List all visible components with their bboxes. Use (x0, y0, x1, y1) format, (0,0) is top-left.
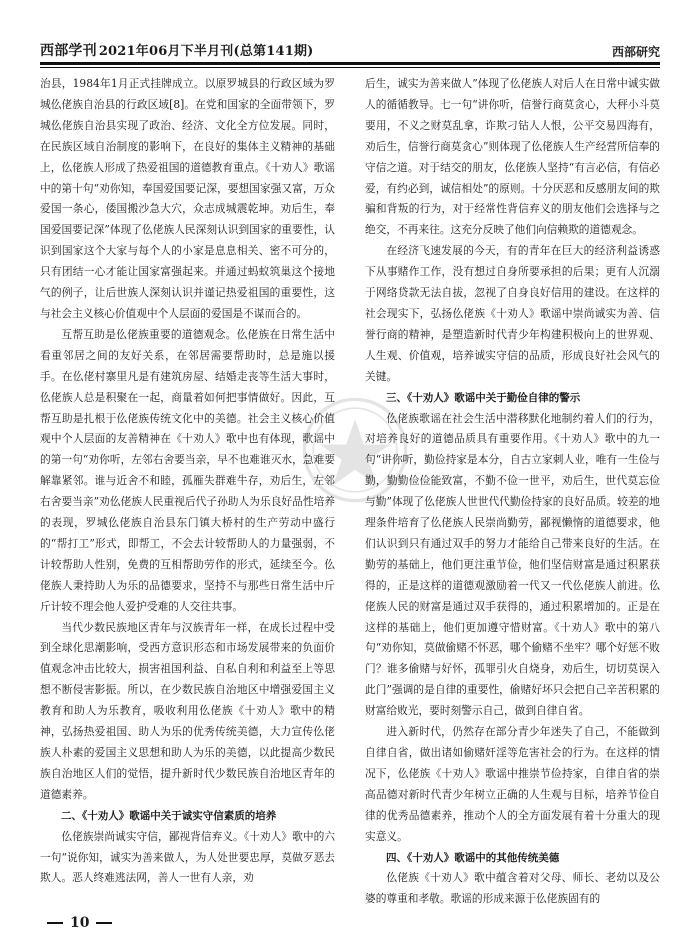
header-rule-thin (40, 67, 660, 68)
paragraph: 互帮互助是仫佬族重要的道德观念。仫佬族在日常生活中看重邻居之间的友好关系，在邻居需要帮助时，总是施以援手。在仫佬村寨里凡是有建筑房屋、结婚走丧等生活大事时，仫佬族人总是积聚在一起，商量着如何把事情做好。因此，互帮互助是扎根于仫佬族传统文化中的美德。社会主义核心价值观中个人层面的友善精神在《十劝人》歌中也有体现，歌谣中的第一句“劝你听，左邻右舍要当亲，早不也难谁灭水，急难要解靠紧邻。谁与近舍不和睦，孤雁失群难牛存，劝后生，左邻右舍要当亲”劝仫佬族人民重视后代子孙助人为乐良好品性培养的表现，罗城仫佬族自治县东门镇大桥村的生产劳动中盛行的“帮打工”形式，即帮工，不会去计较帮助人的力量强弱，不计较帮助人性别，免费的互相帮助劳作的形式，延续至今。仫佬族人秉持助人为乐的品德要求，坚持不与那些日常生活中斤斤计较不理会他人爱护受难的人交往共事。 (40, 327, 335, 613)
footer-dash-right (96, 922, 112, 924)
footer-dash-left (47, 922, 63, 924)
paragraph: 在经济飞速发展的今天，有的青年在巨大的经济利益诱惑下从事赌作工作，没有想过自身所要承担的后果；更有人沉溺于网络贷款无法自拔，忽视了自身良好信用的建设。在这样的社会现实下，弘扬仫佬族《十劝人》歌谣中崇尚诚实为善、信誉行商的精神，是塑造新时代青少年构建积极向上的世界观、人生观、价值观，培养诚实守信的品质，形成良好社会风气的关键。 (365, 244, 660, 383)
paragraph: 后生，诚实为善来做人”体现了仫佬族人对后人在日常中诚实做人的循循教导。七一句“讲你听，信誉行商莫贪心，大秤小斗莫要用，不义之财莫乱拿，诈欺刁钻人人恨，公平交易四海有，劝后生，信誉行商莫贪心”则体现了仫佬族人生产经营所信奉的守信之道。对于结交的朋友，仫佬族人坚持“有言必信，有信必爱，有约必到，诚信相处”的原则。十分厌恶和反感朋友间的欺骗和背叛的行为，对于经常性背信弃义的朋友他们会选择与之绝交，不再来往。这充分反映了他们向信赖欺的道德观念。 (365, 77, 660, 237)
paragraph: 仫佬族歌谣在社会生活中潜移默化地制约着人们的行为，对培养良好的道德品质具有重要作用。《十劝人》歌中的九一句“讲你听，勤俭持家是本分，自古立家刺人业，唯有一生俭与勤，勤勤俭俭能致富，不勤不俭一世平，劝后生，世代莫忘俭与勤”体现了仫佬族人世世代代勤俭持家的良好品质。较差的地理条件培育了仫佬族人民崇尚勤劳，鄙视懒惰的道德要求，他们认识到只有通过双手的努力才能给自己带来良好的生活。在勤劳的基础上，他们更注重节俭，他们坚信财富是通过积累获得的，正是这样的道德观激励着一代又一代仫佬族人前进。仫佬族人民的财富是通过双手获得的，通过积累增加的。正是在这样的基础上，他们更加遵守惜财富。《十劝人》歌中的第八句“劝你知，莫做偷赌不怀恶，哪个偷赌不坐牢？哪个好惩不败门？谁多偷赌与好怀，孤罪引火自烧身，劝后生，切切莫误入此门”强调的是自律的重要性，偷赌好坏只会把自己辛苦积累的财富给败光，要时刻警示自己，做到自律自省。 (365, 411, 660, 718)
section-heading: 四、《十劝人》歌谣中的其他传统美德 (386, 851, 560, 864)
journal-name: 西部学刊 (40, 43, 97, 59)
issue-info: 2021年06月下半月刊(总第141期) (98, 44, 314, 59)
header-rule-thick (40, 62, 660, 65)
paragraph: 进入新时代，仍然存在部分青少年迷失了自己，不能做到自律自省，做出诸如偷赌奸淫等危害社会的行为。在这样的情况下，仫佬族《十劝人》歌谣中推崇节俭持家，自律自省的崇高品德对新时代青少年树立正确的人生观与目标，培养节俭自律的优秀品德素养，推动个人的全方面发展有着十分重大的现实意义。 (365, 725, 660, 843)
paragraph: 治县，1984年1月正式挂牌成立。以原罗城县的行政区域为罗城仫佬族自治县的行政区域[8]。在党和国家的全面带领下，罗城仫佬族自治县实现了政治、经济、文化全方位发展。同时，在民族区域自治制度的影响下，在良好的集体主义精神的基础上，仫佬族人形成了热爱祖国的道德教育重点。《十劝人》歌谣中的第十句“劝你知，奉国爱国要记深，要想国家强又富，万众爱国一条心，倭国搬沙急大穴，众志成城震乾坤。劝后生，奉国爱国要记深”体现了仫佬族人民深刻认识到国家的重要性，认识到国家这个大家与每个人的小家是息息相关、密不可分的，只有团结一心才能让国家富强起来。并通过蚂蚁筑巢这个接地气的例子，让后世族人深刻认识并谨记热爱祖国的重要性，这与社会主义核心价值观中个人层面的爱国是不谋而合的。 (40, 77, 335, 320)
right-column (365, 74, 660, 910)
page-footer (40, 915, 119, 931)
section-heading: 二、《十劝人》歌谣中关于诚实守信素质的培养 (61, 809, 277, 822)
left-column (40, 74, 335, 889)
paragraph: 仫佬族《十劝人》歌中蕴含着对父母、师长、老幼以及公婆的尊重和孝敬。歌谣的形成来源于仫佬族固有的 (365, 871, 660, 906)
section-heading: 三、《十劝人》歌谣中关于勤俭自律的警示 (386, 391, 581, 404)
paragraph: 仫佬族崇尚诚实守信，鄙视背信弃义。《十劝人》歌中的六一句“说你知，诚实为善来做人，为人处世要忠厚，莫做歹恶去欺人。恶人终难逃法网，善人一世有人亲，劝 (40, 829, 335, 885)
page-number: 10 (70, 915, 90, 931)
journal-issue-line (40, 40, 314, 60)
running-header (40, 38, 660, 60)
paragraph: 当代少数民族地区青年与汉族青年一样，在成长过程中受到全球化思潮影响，受西方意识形态和市场发展带来的负面价值观念冲击比较大，损害祖国利益、自私自利和利益至上等思想不断侵害影振。所以，在少数民族自治地区中增强爱国主义教育和助人为乐教育，吸收利用仫佬族《十劝人》歌中的精神，弘扬热爱祖国、助人为乐的优秀传统美德，大力宣传仫佬族人朴素的爱国主义思想和助人为乐的美德，以此提高少数民族自治地区人们的觉悟，提升新时代少数民族自治地区青年的道德素养。 (40, 620, 335, 801)
section-name: 西部研究 (611, 45, 660, 59)
